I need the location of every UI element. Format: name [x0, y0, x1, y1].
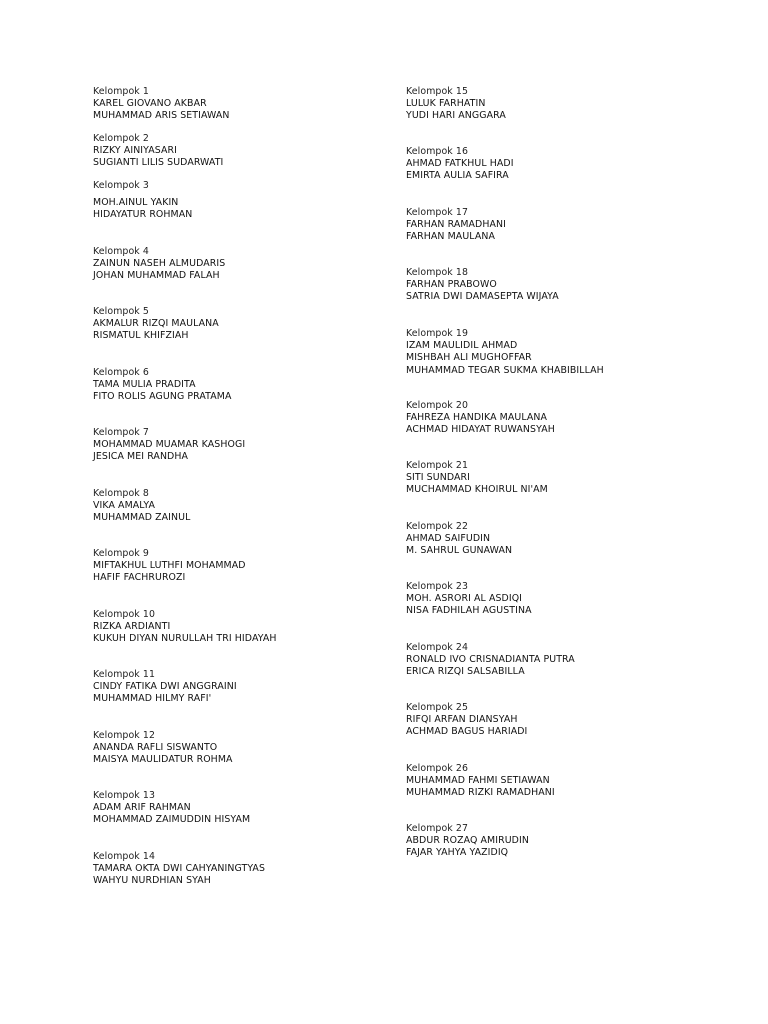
member-name: AHMAD SAIFUDIN	[406, 533, 491, 545]
member-name: FAJAR YAHYA YAZIDIQ	[406, 847, 509, 859]
group-16	[406, 146, 736, 183]
group-15	[406, 86, 736, 123]
group-17	[406, 207, 736, 244]
member-name: FARHAN RAMADHANI	[406, 219, 507, 231]
member-name: HIDAYATUR ROHMAN	[93, 209, 193, 221]
member-name: FAHREZA HANDIKA MAULANA	[406, 412, 548, 424]
group-label: Kelompok 12	[93, 730, 156, 741]
group-8	[93, 488, 423, 525]
member-name: MOH. ASRORI AL ASDIQI	[406, 593, 523, 605]
group-label: Kelompok 18	[406, 267, 469, 278]
member-name: RIFQI ARFAN DIANSYAH	[406, 714, 518, 726]
group-label: Kelompok 8	[93, 488, 149, 499]
group-24	[406, 642, 736, 679]
group-22	[406, 521, 736, 558]
group-12	[93, 730, 423, 767]
group-label: Kelompok 22	[406, 521, 469, 532]
group-9	[93, 548, 423, 585]
group-21	[406, 460, 736, 497]
member-name: FITO ROLIS AGUNG PRATAMA	[93, 391, 232, 403]
group-label: Kelompok 2	[93, 133, 149, 144]
group-label: Kelompok 10	[93, 609, 156, 620]
group-label: Kelompok 6	[93, 367, 149, 378]
member-name: FARHAN MAULANA	[406, 231, 495, 243]
group-label: Kelompok 14	[93, 851, 156, 862]
member-name: LULUK FARHATIN	[406, 98, 486, 110]
group-label: Kelompok 11	[93, 669, 156, 680]
group-label: Kelompok 24	[406, 642, 469, 653]
group-label: Kelompok 23	[406, 581, 469, 592]
group-13	[93, 790, 423, 827]
group-4	[93, 246, 423, 283]
group-label: Kelompok 4	[93, 246, 149, 257]
member-name: KAREL GIOVANO AKBAR	[93, 98, 207, 110]
member-name: VIKA AMALYA	[93, 500, 155, 512]
member-name: KUKUH DIYAN NURULLAH TRI HIDAYAH	[93, 633, 277, 645]
member-name: RISMATUL KHIFZIAH	[93, 330, 189, 342]
group-20	[406, 400, 736, 437]
group-23	[406, 581, 736, 618]
group-19	[406, 328, 736, 377]
member-name: RONALD IVO CRISNADIANTA PUTRA	[406, 654, 575, 666]
group-label: Kelompok 17	[406, 207, 469, 218]
member-name: ACHMAD HIDAYAT RUWANSYAH	[406, 424, 555, 436]
group-14	[93, 851, 423, 888]
group-label: Kelompok 16	[406, 146, 469, 157]
member-name: EMIRTA AULIA SAFIRA	[406, 170, 509, 182]
group-6	[93, 367, 423, 404]
member-name: MUHAMMAD RIZKI RAMADHANI	[406, 787, 555, 799]
group-label: Kelompok 7	[93, 427, 149, 438]
member-name: WAHYU NURDHIAN SYAH	[93, 875, 211, 887]
group-7	[93, 427, 423, 464]
member-name: ACHMAD BAGUS HARIADI	[406, 726, 528, 738]
member-name: FARHAN PRABOWO	[406, 279, 497, 291]
member-name: NISA FADHILAH AGUSTINA	[406, 605, 532, 617]
member-name: TAMARA OKTA DWI CAHYANINGTYAS	[93, 863, 265, 875]
member-name: JESICA MEI RANDHA	[93, 451, 189, 463]
member-name: MISHBAH ALI MUGHOFFAR	[406, 352, 532, 364]
group-18	[406, 267, 736, 304]
member-name: ERICA RIZQI SALSABILLA	[406, 666, 525, 678]
member-name: YUDI HARI ANGGARA	[406, 110, 506, 122]
member-name: SATRIA DWI DAMASEPTA WIJAYA	[406, 291, 559, 303]
member-name: MUHAMMAD TEGAR SUKMA KHABIBILLAH	[406, 364, 604, 376]
member-name: MUHAMMAD ARIS SETIAWAN	[93, 110, 230, 122]
group-label: Kelompok 3	[93, 180, 149, 191]
group-5	[93, 306, 423, 343]
group-label: Kelompok 15	[406, 86, 469, 97]
group-10	[93, 609, 423, 646]
member-name: ABDUR ROZAQ AMIRUDIN	[406, 835, 529, 847]
group-11	[93, 669, 423, 706]
group-label: Kelompok 13	[93, 790, 156, 801]
member-name: RIZKY AINIYASARI	[93, 145, 178, 157]
group-label: Kelompok 26	[406, 763, 469, 774]
group-25	[406, 702, 736, 739]
group-1	[93, 86, 423, 123]
member-name: SUGIANTI LILIS SUDARWATI	[93, 157, 224, 169]
group-label: Kelompok 1	[93, 86, 149, 97]
member-name: MIFTAKHUL LUTHFI MOHAMMAD	[93, 560, 246, 572]
member-name: M. SAHRUL GUNAWAN	[406, 545, 513, 557]
member-name: ZAINUN NASEH ALMUDARIS	[93, 258, 226, 270]
group-label: Kelompok 27	[406, 823, 469, 834]
member-name: RIZKA ARDIANTI	[93, 621, 171, 633]
member-name: MUHAMMAD HILMY RAFI'	[93, 693, 212, 705]
member-name: SITI SUNDARI	[406, 472, 470, 484]
member-name: ANANDA RAFLI SISWANTO	[93, 742, 218, 754]
member-name: IZAM MAULIDIL AHMAD	[406, 340, 518, 352]
group-label: Kelompok 9	[93, 548, 149, 559]
member-name: CINDY FATIKA DWI ANGGRAINI	[93, 681, 237, 693]
group-label: Kelompok 5	[93, 306, 149, 317]
group-3	[93, 180, 423, 222]
group-label: Kelompok 25	[406, 702, 469, 713]
group-label: Kelompok 21	[406, 460, 469, 471]
member-name: ADAM ARIF RAHMAN	[93, 802, 191, 814]
group-26	[406, 763, 736, 800]
member-name: MAISYA MAULIDATUR ROHMA	[93, 754, 233, 766]
member-name: MOHAMMAD ZAIMUDDIN HISYAM	[93, 814, 251, 826]
group-27	[406, 823, 736, 860]
member-name: MUHAMMAD FAHMI SETIAWAN	[406, 775, 550, 787]
member-name: AKMALUR RIZQI MAULANA	[93, 318, 219, 330]
group-label: Kelompok 19	[406, 328, 469, 339]
member-name: MUHAMMAD ZAINUL	[93, 512, 191, 524]
group-2	[93, 133, 423, 170]
member-name: MUCHAMMAD KHOIRUL NI'AM	[406, 484, 548, 496]
member-name: MOH.AINUL YAKIN	[93, 197, 179, 209]
member-name: JOHAN MUHAMMAD FALAH	[93, 270, 220, 282]
member-name: AHMAD FATKHUL HADI	[406, 158, 514, 170]
member-name: HAFIF FACHRUROZI	[93, 572, 186, 584]
group-label: Kelompok 20	[406, 400, 469, 411]
member-name: TAMA MULIA PRADITA	[93, 379, 196, 391]
member-name: MOHAMMAD MUAMAR KASHOGI	[93, 439, 246, 451]
